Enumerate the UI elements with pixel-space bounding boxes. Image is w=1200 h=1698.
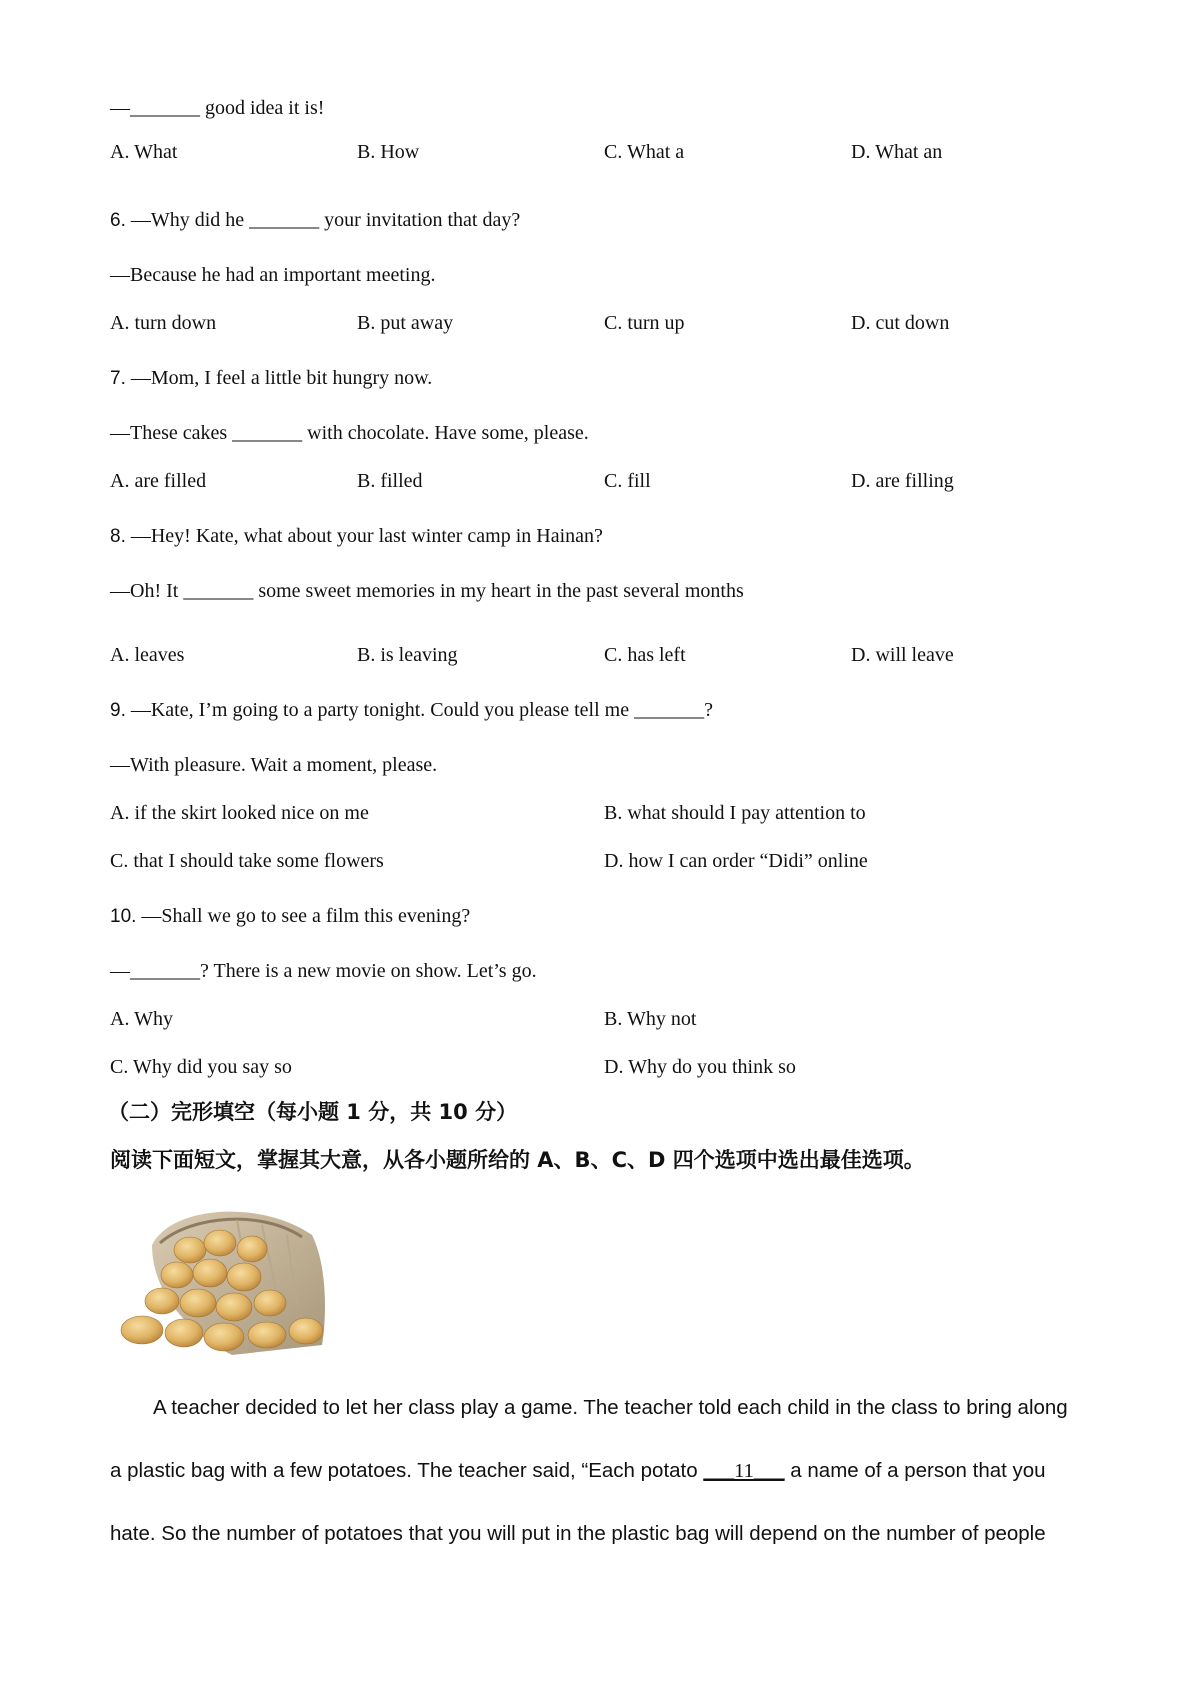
q9-option-a: A. if the skirt looked nice on me xyxy=(110,802,369,824)
q7-question-text: —Mom, I feel a little bit hungry now. xyxy=(125,367,433,389)
q9-option-b: B. what should I pay attention to xyxy=(604,802,866,824)
q8-question xyxy=(110,523,603,550)
q7-option-a: A. are filled xyxy=(110,470,207,492)
q7-answer-line: —These cakes _______ with chocolate. Have some, please. xyxy=(110,422,589,444)
q10-number: 10. xyxy=(110,906,137,927)
q7-option-b: B. filled xyxy=(357,470,423,492)
q8-option-c: C. has left xyxy=(604,644,686,666)
q9-question-text: —Kate, I’m going to a party tonight. Could you please tell me _______? xyxy=(125,699,713,721)
q6-options xyxy=(110,310,1110,336)
blank-11: ___11___ xyxy=(703,1460,785,1482)
potato-sack-image xyxy=(112,1205,327,1360)
q8-answer-line: —Oh! It _______ some sweet memories in my heart in the past several months xyxy=(110,580,744,602)
q7-option-d: D. are filling xyxy=(851,470,954,492)
q10-options-row2 xyxy=(110,1054,1110,1080)
q5-options xyxy=(110,139,1110,165)
q7-number: 7. xyxy=(110,368,126,389)
section-instruction: 阅读下面短文，掌握其大意，从各小题所给的 A、B、C、D 四个选项中选出最佳选项。 xyxy=(110,1148,925,1172)
q6-option-c: C. turn up xyxy=(604,312,685,334)
q9-option-d: D. how I can order “Didi” online xyxy=(604,850,868,872)
q9-question xyxy=(110,697,713,724)
q6-answer-line: —Because he had an important meeting. xyxy=(110,264,436,286)
q5-option-b: B. How xyxy=(357,141,420,163)
q5-option-c: C. What a xyxy=(604,141,685,163)
q6-question-text: —Why did he _______ your invitation that day? xyxy=(125,209,521,231)
q9-option-c: C. that I should take some flowers xyxy=(110,850,384,872)
q8-options xyxy=(110,642,1110,668)
q6-option-b: B. put away xyxy=(357,312,454,334)
section-heading: （二）完形填空（每小题 1 分，共 10 分） xyxy=(108,1100,518,1124)
q10-option-a: A. Why xyxy=(110,1008,173,1030)
q10-answer-line: —_______? There is a new movie on show. Let’s go. xyxy=(110,960,537,982)
q10-question-text: —Shall we go to see a film this evening? xyxy=(136,905,471,927)
q6-question xyxy=(110,207,520,234)
q10-question xyxy=(110,903,470,930)
q7-question xyxy=(110,365,432,392)
q6-option-a: A. turn down xyxy=(110,312,217,334)
passage-line-3: hate. So the number of potatoes that you will put in the plastic bag will depend on the number of people xyxy=(110,1522,1046,1545)
q5-answer-line: —_______ good idea it is! xyxy=(110,97,325,119)
q8-option-a: A. leaves xyxy=(110,644,185,666)
q10-option-c: C. Why did you say so xyxy=(110,1056,292,1078)
q6-option-d: D. cut down xyxy=(851,312,950,334)
q8-number: 8. xyxy=(110,526,126,547)
q8-option-b: B. is leaving xyxy=(357,644,458,666)
q9-number: 9. xyxy=(110,700,126,721)
q9-options-row2 xyxy=(110,848,1110,874)
q5-option-a: A. What xyxy=(110,141,178,163)
q6-number: 6. xyxy=(110,210,126,231)
q9-answer-line: —With pleasure. Wait a moment, please. xyxy=(110,754,438,776)
q8-question-text: —Hey! Kate, what about your last winter camp in Hainan? xyxy=(125,525,603,547)
q10-option-d: D. Why do you think so xyxy=(604,1056,796,1078)
q7-options xyxy=(110,468,1110,494)
q9-options-row1 xyxy=(110,800,1110,826)
q10-option-b: B. Why not xyxy=(604,1008,697,1030)
passage-line-2-end: a name of a person that you xyxy=(784,1459,1046,1482)
q7-option-c: C. fill xyxy=(604,470,651,492)
q8-option-d: D. will leave xyxy=(851,644,954,666)
q10-options-row1 xyxy=(110,1006,1110,1032)
passage-line-2 xyxy=(110,1458,1046,1484)
passage-line-2-start: a plastic bag with a few potatoes. The teacher said, “Each potato xyxy=(110,1459,704,1482)
q5-option-d: D. What an xyxy=(851,141,943,163)
passage-line-1: A teacher decided to let her class play a game. The teacher told each child in the class to bring along xyxy=(153,1396,1068,1419)
